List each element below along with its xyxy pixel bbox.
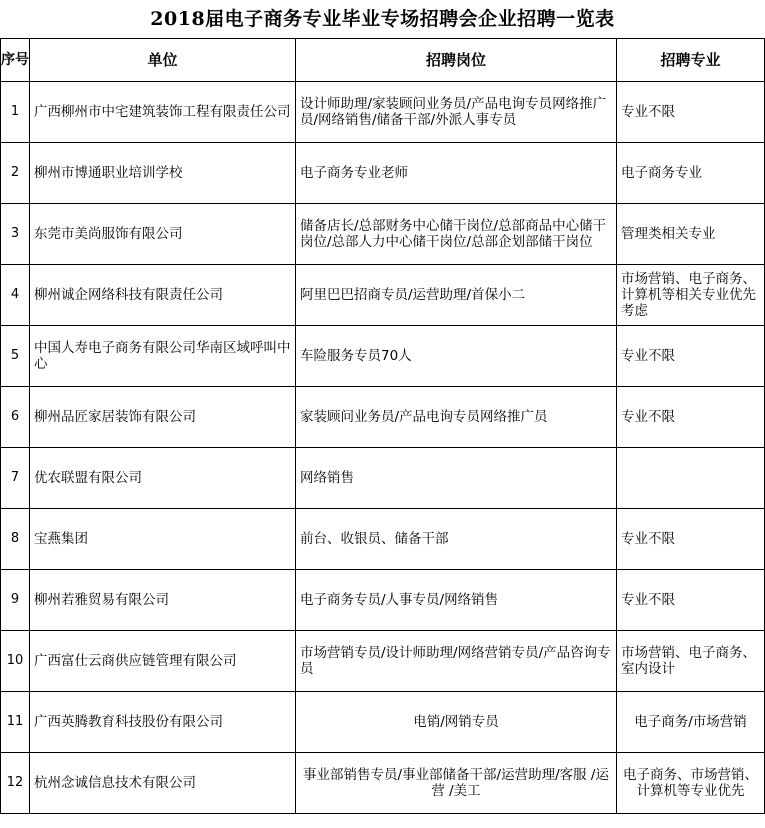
row-number: 5 [1,326,30,387]
company-cell: 广西英腾教育科技股份有限公司 [30,692,296,753]
row-number: 4 [1,265,30,326]
positions-cell: 网络销售 [296,448,617,509]
table-row [1,326,765,387]
company-cell: 中国人寿电子商务有限公司华南区域呼叫中心 [30,326,296,387]
company-cell: 东莞市美尚服饰有限公司 [30,204,296,265]
majors-cell: 专业不限 [617,82,765,143]
row-number: 7 [1,448,30,509]
majors-cell: 管理类相关专业 [617,204,765,265]
majors-cell: 市场营销、电子商务、计算机等相关专业优先考虑 [617,265,765,326]
positions-cell: 前台、收银员、储备干部 [296,509,617,570]
table-header-row [1,39,765,82]
majors-cell: 专业不限 [617,387,765,448]
row-number: 1 [1,82,30,143]
positions-cell: 储备店长/总部财务中心储干岗位/总部商品中心储干岗位/总部人力中心储干岗位/总部企划部储干岗位 [296,204,617,265]
table-row [1,570,765,631]
majors-cell: 电子商务专业 [617,143,765,204]
positions-cell: 家装顾问业务员/产品电询专员网络推广员 [296,387,617,448]
company-cell: 广西柳州市中宅建筑装饰工程有限责任公司 [30,82,296,143]
row-number: 2 [1,143,30,204]
table-row [1,265,765,326]
row-number: 8 [1,509,30,570]
row-number: 6 [1,387,30,448]
positions-cell: 车险服务专员70人 [296,326,617,387]
majors-cell: 专业不限 [617,326,765,387]
majors-cell: 专业不限 [617,570,765,631]
company-cell: 广西富仕云商供应链管理有限公司 [30,631,296,692]
company-cell: 柳州若雅贸易有限公司 [30,570,296,631]
table-row [1,143,765,204]
table-row [1,387,765,448]
positions-cell: 电子商务专业老师 [296,143,617,204]
positions-cell: 设计师助理/家装顾问业务员/产品电询专员网络推广员/网络销售/储备干部/外派人事专员 [296,82,617,143]
row-number: 11 [1,692,30,753]
positions-cell: 事业部销售专员/事业部储备干部/运营助理/客服 /运营 /美工 [296,753,617,814]
majors-cell [617,448,765,509]
header-majors: 招聘专业 [617,39,765,82]
header-positions: 招聘岗位 [296,39,617,82]
table-row [1,82,765,143]
company-cell: 柳州品匠家居装饰有限公司 [30,387,296,448]
majors-cell: 专业不限 [617,509,765,570]
row-number: 12 [1,753,30,814]
positions-cell: 电销/网销专员 [296,692,617,753]
page-title: 2018届电子商务专业毕业专场招聘会企业招聘一览表 [150,8,615,30]
positions-cell: 市场营销专员/设计师助理/网络营销专员/产品咨询专员 [296,631,617,692]
table-row [1,204,765,265]
positions-cell: 阿里巴巴招商专员/运营助理/首保小二 [296,265,617,326]
positions-cell: 电子商务专员/人事专员/网络销售 [296,570,617,631]
majors-cell: 电子商务/市场营销 [617,692,765,753]
company-cell: 杭州念诚信息技术有限公司 [30,753,296,814]
row-number: 9 [1,570,30,631]
row-number: 3 [1,204,30,265]
company-cell: 柳州诚企网络科技有限责任公司 [30,265,296,326]
company-cell: 宝燕集团 [30,509,296,570]
majors-cell: 电子商务、市场营销、计算机等专业优先 [617,753,765,814]
table-row [1,509,765,570]
row-number: 10 [1,631,30,692]
table-row [1,692,765,753]
table-row [1,448,765,509]
table-row [1,753,765,814]
company-cell: 优农联盟有限公司 [30,448,296,509]
header-company: 单位 [30,39,296,82]
majors-cell: 市场营销、电子商务、室内设计 [617,631,765,692]
table-row [1,631,765,692]
company-cell: 柳州市博通职业培训学校 [30,143,296,204]
recruitment-table [0,38,765,814]
header-no: 序号 [1,39,30,82]
